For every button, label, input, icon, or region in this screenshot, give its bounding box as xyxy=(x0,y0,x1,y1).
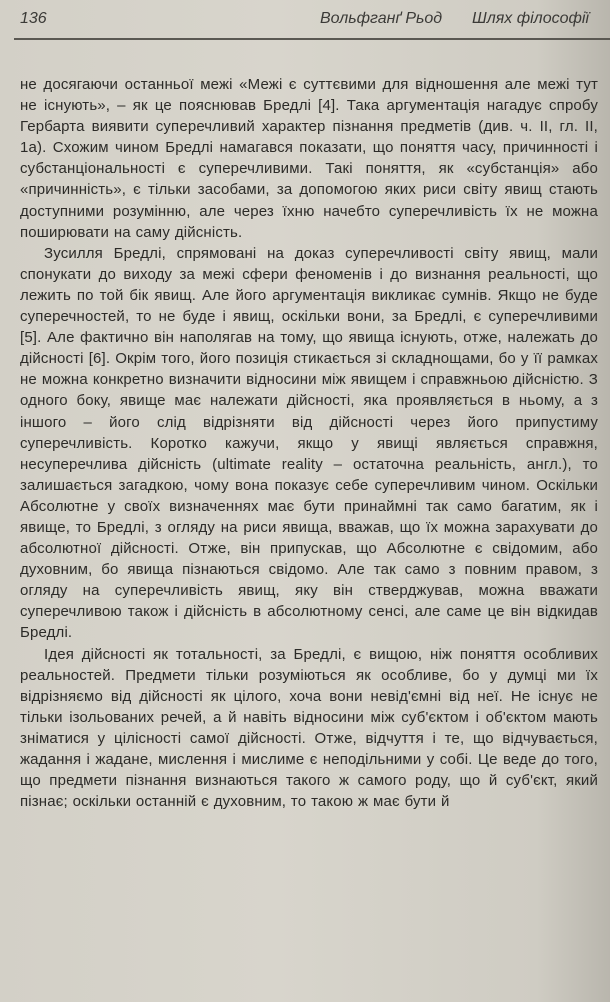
paragraph: Зусилля Бредлі, спрямовані на доказ суперечливості світу явищ, мали спонукати до виходу за межі сфери феноменів і до визнання реальності, що лежить по той бік явищ. Але його аргументація викликає сумнів. Якщо не буде суперечностей, то не буде і явищ, оскільки вони, за Бредлі, є суперечливими [5]. Але фактично він наполягав на тому, що явища існують, отже, належать до дійсності [6]. Окрім того, його позиція стикається зі складнощами, бо у її рамках не можна конкретно визначити відносини між явищем і справжньою дійсністю. З одного боку, явище має належати дійсності, яка проявляється в ньому, а з іншого – його слід відрізняти від дійсності через його припустиму суперечливість. Коротко кажучи, якщо у явищі являється справжня, несуперечлива дійсність (ultimate reality – остаточна реальність, англ.), то залишається загадкою, чому вона показує себе суперечливим чином. Оскільки Абсолютне у своїх визначеннях має бути принаймні так само багатим, як і явище, то Бредлі, з огляду на риси явища, вважав, що їх можна зарахувати до абсолютної дійсності. Отже, він припускав, що Абсолютне є свідомим, або духовним, бо явища пізнаються свідомо. Але так само з повним правом, з огляду на суперечливість явищ, яку він стверджував, можна вважати суперечливою також і дійсність в абсолютному сенсі, але саме це він відкидав Бредлі. xyxy=(20,244,598,642)
paragraph: Ідея дійсності як тотальності, за Бредлі, є вищою, ніж поняття особливих реальностей. Предмети тільки розуміються як особливе, бо у думці ми їх відрізняємо від дійсності як цілого, хоча вони невід'ємні від неї. Не існує не тільки ізольованих речей, а й навіть відносини між суб'єктом і об'єктом мають зніматися у цілісності самої дійсності. Отже, відчуття і те, що відчувається, жадання і жадане, мислення і мислиме є неподільними у собі. Це веде до того, що предмети пізнання визнаються такого ж самого роду, що й суб'єкт, який пізнає; оскільки останній є духовним, то такою ж має бути й xyxy=(20,645,598,811)
running-header-author: Вольфганґ Рьод xyxy=(320,10,443,27)
paragraph-continuation: не досягаючи останньої межі «Межі є суттєвими для відношення але межі тут не існують», – як це пояснював Бредлі [4]. Така аргументація нагадує спробу Гербарта виявити суперечливий характер пізнання предметів (див. ч. II, гл. II, 1а). Схожим чином Бредлі намагався показати, що поняття часу, причинності і субстанціональності є суперечливими. Такі поняття, як «субстанція» або «причинність», є тільки засобами, за допомогою яких риси світу явищ стають доступними розумінню, але через їхню начебто суперечливість їх не можна поширювати на саму дійсність. xyxy=(20,76,598,241)
page-number: 136 xyxy=(20,10,47,27)
running-header-book-title: Шлях філософії xyxy=(472,10,589,27)
header-rule xyxy=(14,38,610,40)
running-header xyxy=(20,6,596,36)
body-text xyxy=(20,74,598,812)
